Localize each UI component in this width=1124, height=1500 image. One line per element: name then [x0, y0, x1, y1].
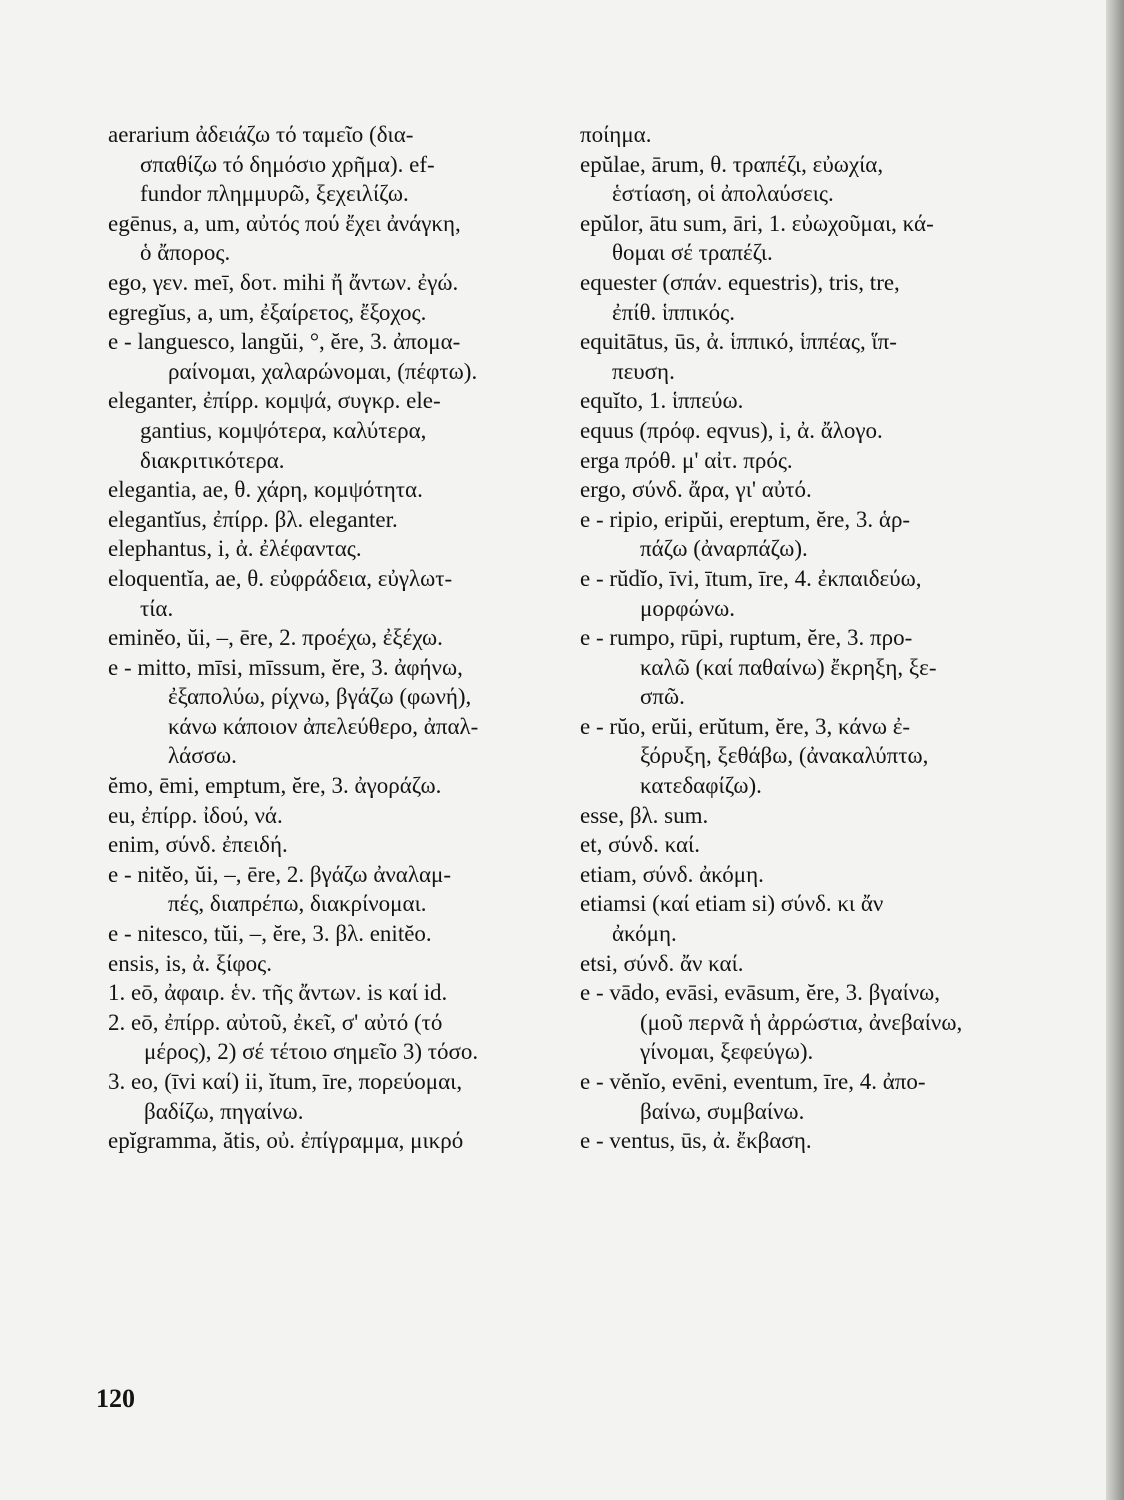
entry-line: elephantus, i, ἀ. ἐλέφαντας. [108, 536, 362, 562]
dictionary-entry [108, 1067, 570, 1126]
entry-line: e - rŭdĭo, īvi, ītum, īre, 4. ἐκπαιδεύω, [580, 565, 922, 591]
entry-line: gantius, κομψότερα, καλύτερα, [140, 417, 427, 443]
entry-line: πές, διαπρέπω, διακρίνομαι. [168, 891, 427, 917]
dictionary-entry [580, 860, 1080, 890]
dictionary-entry [108, 475, 570, 505]
entry-line: 1. eō, ἀφαιρ. ἑν. τῆς ἄντων. is καί id. [108, 980, 448, 1006]
entry-line: eu, ἐπίρρ. ἰδού, νά. [108, 802, 283, 828]
entry-line: 3. eo, (īvi καί) ii, ĭtum, īre, πορεύομαι, [108, 1069, 463, 1094]
dictionary-entry [580, 120, 1080, 150]
entry-line: fundor πλημμυρῶ, ξεχειλίζω. [140, 181, 409, 207]
dictionary-entry [108, 1126, 570, 1156]
entry-line: διακριτικότερα. [140, 447, 285, 473]
entry-line: ergo, σύνδ. ἄρα, γι' αὐτό. [580, 477, 812, 503]
dictionary-entry [580, 623, 1080, 712]
dictionary-entry [580, 889, 1080, 948]
entry-line: ἐπίθ. ἱππικός. [612, 299, 736, 325]
dictionary-entry [580, 386, 1080, 416]
entry-line: 2. eō, ἐπίρρ. αὐτοῦ, ἐκεῖ, σ' αὐτό (τό [108, 1009, 443, 1035]
dictionary-entry [108, 801, 570, 831]
dictionary-entry [580, 1067, 1080, 1126]
entry-line: esse, βλ. sum. [580, 802, 709, 828]
entry-line: κάνω κάποιον ἀπελεύθερο, ἀπαλ- [168, 713, 479, 739]
entry-line: ἐξαπολύω, ρίχνω, βγάζω (φωνή), [168, 684, 472, 710]
entry-line: epĭgramma, ătis, οὐ. ἐπίγραμμα, μικρό [108, 1128, 464, 1154]
dictionary-entry [108, 534, 570, 564]
dictionary-entry [108, 386, 570, 475]
entry-line: γίνομαι, ξεφεύγω). [640, 1039, 814, 1065]
entry-line: πευση. [612, 358, 675, 384]
dictionary-entry [108, 1008, 570, 1067]
dictionary-entry [580, 949, 1080, 979]
entry-line: equester (σπάν. equestris), tris, tre, [580, 269, 900, 295]
dictionary-entry [580, 268, 1080, 327]
dictionary-entry [108, 949, 570, 979]
entry-line: eminĕo, ŭi, –, ēre, 2. προέχω, ἐξέχω. [108, 625, 443, 651]
entry-line: enim, σύνδ. ἐπειδή. [108, 832, 288, 858]
entry-line: et, σύνδ. καί. [580, 832, 700, 858]
entry-line: e - vādo, evāsi, evāsum, ĕre, 3. βγαίνω, [580, 980, 941, 1006]
entry-line: τία. [140, 595, 174, 621]
entry-line: ego, γεν. meī, δοτ. mihi ἤ ἄντων. ἐγώ. [108, 269, 459, 295]
entry-line: βαδίζω, πηγαίνω. [144, 1098, 304, 1124]
entry-line: e - rŭo, erŭi, erŭtum, ĕre, 3, κάνω ἐ- [580, 713, 911, 739]
dictionary-entry [108, 771, 570, 801]
dictionary-entry [580, 712, 1080, 801]
entry-line: etiamsi (καί etiam si) σύνδ. κι ἄν [580, 891, 884, 917]
entry-line: ποίημα. [580, 122, 652, 147]
entry-line: ξόρυξη, ξεθάβω, (ἀνακαλύπτω, [640, 743, 929, 769]
entry-line: aerarium ἀδειάζω τό ταμεῖο (δια- [108, 122, 414, 147]
dictionary-entry [580, 564, 1080, 623]
entry-line: σπῶ. [640, 684, 685, 710]
entry-line: e - nitesco, tŭi, –, ĕre, 3. βλ. enitĕo. [108, 921, 432, 947]
entry-line: e - ripio, eripŭi, ereptum, ĕre, 3. ἁρ- [580, 506, 911, 532]
dictionary-entry [580, 978, 1080, 1067]
entry-line: equus (πρόφ. eqvus), i, ἀ. ἄλογο. [580, 417, 883, 443]
entry-line: elegantia, ae, θ. χάρη, κομψότητα. [108, 477, 423, 503]
entry-line: etiam, σύνδ. ἀκόμη. [580, 861, 764, 887]
entry-line: κατεδαφίζω). [640, 773, 762, 799]
dictionary-entry [580, 801, 1080, 831]
dictionary-entry [108, 653, 570, 771]
entry-line: equĭto, 1. ἱππεύω. [580, 388, 744, 414]
dictionary-entry [580, 327, 1080, 386]
dictionary-entry [108, 978, 570, 1008]
dictionary-entry [580, 416, 1080, 446]
entry-line: egēnus, a, um, αὐτός πού ἔχει ἀνάγκη, [108, 210, 461, 236]
entry-line: eleganter, ἐπίρρ. κομψά, συγκρ. ele- [108, 388, 441, 414]
entry-line: λάσσω. [168, 743, 237, 769]
dictionary-entry [580, 150, 1080, 209]
dictionary-entry [108, 860, 570, 919]
dictionary-entry [108, 268, 570, 298]
dictionary-entry [108, 120, 570, 209]
entry-line: e - languesco, langŭi, °, ĕre, 3. ἀπομα- [108, 329, 461, 355]
dictionary-entry [108, 919, 570, 949]
page-edge [1106, 0, 1124, 1500]
dictionary-entry [108, 505, 570, 535]
dictionary-entry [580, 475, 1080, 505]
entry-line: equitātus, ūs, ἀ. ἱππικό, ἱππέας, ἵπ- [580, 329, 897, 355]
dictionary-entry [580, 505, 1080, 564]
dictionary-entry [108, 564, 570, 623]
entry-line: ensis, is, ἀ. ξίφος. [108, 950, 272, 976]
page-number: 120 [96, 1384, 135, 1413]
entry-line: σπαθίζω τό δημόσιο χρῆμα). ef- [140, 151, 435, 177]
right-column [580, 120, 1080, 1156]
entry-line: ἑστίαση, οἱ ἀπολαύσεις. [612, 181, 834, 207]
left-column [108, 120, 570, 1156]
entry-line: e - mitto, mīsi, mīssum, ĕre, 3. ἀφήνω, [108, 654, 463, 680]
dictionary-entry [108, 327, 570, 386]
entry-line: e - vĕnĭo, evēni, eventum, īre, 4. ἀπο- [580, 1069, 926, 1094]
dictionary-entry [580, 209, 1080, 268]
dictionary-entry [108, 623, 570, 653]
dictionary-entry [580, 830, 1080, 860]
entry-line: μέρος), 2) σέ τέτοιο σημεῖο 3) τόσο. [144, 1039, 479, 1065]
entry-line: eloquentĭa, ae, θ. εὐφράδεια, εὐγλωτ- [108, 565, 453, 591]
entry-line: epŭlae, ārum, θ. τραπέζι, εὐωχία, [580, 151, 884, 177]
entry-line: etsi, σύνδ. ἄν καί. [580, 950, 744, 976]
entry-line: μορφώνω. [640, 595, 736, 621]
dictionary-entry [108, 209, 570, 268]
entry-line: πάζω (ἀναρπάζω). [640, 536, 808, 562]
entry-line: ĕmo, ēmi, emptum, ĕre, 3. ἀγοράζω. [108, 773, 442, 799]
entry-line: (μοῦ περνᾶ ἡ ἀρρώστια, ἀνεβαίνω, [640, 1009, 963, 1035]
entry-line: erga πρόθ. μ' αἰτ. πρός. [580, 447, 793, 473]
entry-line: ἀκόμη. [612, 921, 677, 947]
entry-line: καλῶ (καί παθαίνω) ἔκρηξη, ξε- [640, 654, 937, 680]
entry-line: θομαι σέ τραπέζι. [612, 240, 773, 266]
entry-line: ὁ ἄπορος. [140, 240, 231, 266]
entry-line: egregĭus, a, um, ἐξαίρετος, ἔξοχος. [108, 299, 427, 325]
dictionary-entry [108, 298, 570, 328]
dictionary-entry [108, 830, 570, 860]
entry-line: ραίνομαι, χαλαρώνομαι, (πέφτω). [168, 358, 478, 384]
dictionary-entry [580, 1126, 1080, 1156]
entry-line: elegantĭus, ἐπίρρ. βλ. eleganter. [108, 506, 398, 532]
entry-line: epŭlor, ātu sum, āri, 1. εὐωχοῦμαι, κά- [580, 210, 934, 236]
entry-line: e - nitĕo, ŭi, –, ēre, 2. βγάζω ἀναλαμ- [108, 861, 452, 887]
entry-line: βαίνω, συμβαίνω. [640, 1098, 805, 1124]
dictionary-entry [580, 446, 1080, 476]
entry-line: e - rumpo, rūpi, ruptum, ĕre, 3. προ- [580, 625, 913, 651]
entry-line: e - ventus, ūs, ἀ. ἔκβαση. [580, 1128, 812, 1154]
